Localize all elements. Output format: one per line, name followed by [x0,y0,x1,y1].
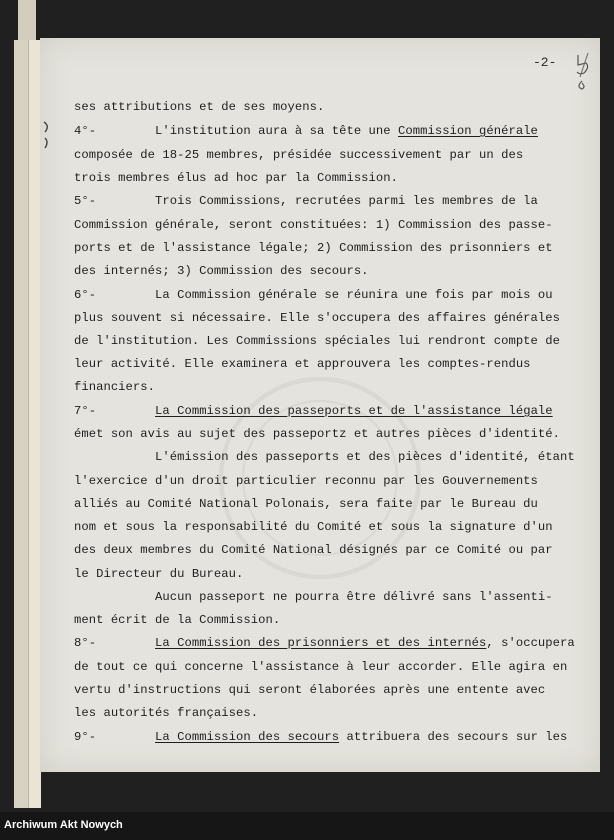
handwritten-page-mark-icon [568,51,598,91]
archive-credit: Archiwum Akt Nowych [4,819,123,831]
text-line: Aucun passeport ne pourra être délivré sans l'assenti- [74,590,553,604]
text-line: émet son avis au sujet des passeportz et autres pièces d'identité. [74,427,561,441]
underlined-phrase: Commission générale [398,124,538,138]
text-line: L'émission des passeports et des pièces d'identité, étant [74,450,575,464]
text-line: 5°- Trois Commissions, recrutées parmi les membres de la [74,194,538,208]
text-line: ports et de l'assistance légale; 2) Commission des prisonniers et [74,241,553,255]
text-line: 6°- La Commission générale se réunira une fois par mois ou [74,288,553,302]
underlined-phrase: La Commission des passeports et de l'assistance légale [155,404,553,418]
text-line: de l'institution. Les Commissions spéciales lui rendront compte de [74,334,561,348]
text-line: 8°- La Commission des prisonniers et des internés, s'occupera [74,636,575,650]
text-line: plus souvent si nécessaire. Elle s'occupera des affaires générales [74,311,561,325]
text-line: ment écrit de la Commission. [74,613,281,627]
text-line: vertu d'instructions qui seront élaborées après une entente avec [74,683,546,697]
folder-tab [18,0,36,42]
punch-hole-icon [42,120,52,150]
text-line: des deux membres du Comité National désignés par ce Comité ou par [74,543,553,557]
text-line: leur activité. Elle examinera et approuvera les comptes-rendus [74,357,531,371]
text-line: ses attributions et de ses moyens. [74,100,325,114]
text-line: composée de 18-25 membres, présidée successivement par un des [74,148,524,162]
text-line: 4°- L'institution aura à sa tête une Commission générale [74,124,538,138]
binding-strip [14,40,28,808]
text-line: l'exercice d'un droit particulier reconnu par les Gouvernements [74,474,538,488]
text-line: nom et sous la responsabilité du Comité et sous la signature d'un [74,520,553,534]
text-line: le Directeur du Bureau. [74,567,244,581]
text-line: 7°- La Commission des passeports et de l'assistance légale [74,404,553,418]
underlined-phrase: La Commission des prisonniers et des internés [155,636,487,650]
text-line: 9°- La Commission des secours attribuera des secours sur les [74,730,568,744]
text-line: alliés au Comité National Polonais, sera faite par le Bureau du [74,497,538,511]
text-line: les autorités françaises. [74,706,259,720]
underlined-phrase: La Commission des secours [155,730,340,744]
text-line: des internés; 3) Commission des secours. [74,264,369,278]
text-line: trois membres élus ad hoc par la Commission. [74,171,399,185]
page-number: -2- [533,55,557,70]
text-line: financiers. [74,380,156,394]
text-line: Commission générale, seront constituées: 1) Commission des passe- [74,218,553,232]
text-line: de tout ce qui concerne l'assistance à leur accorder. Elle agira en [74,660,568,674]
